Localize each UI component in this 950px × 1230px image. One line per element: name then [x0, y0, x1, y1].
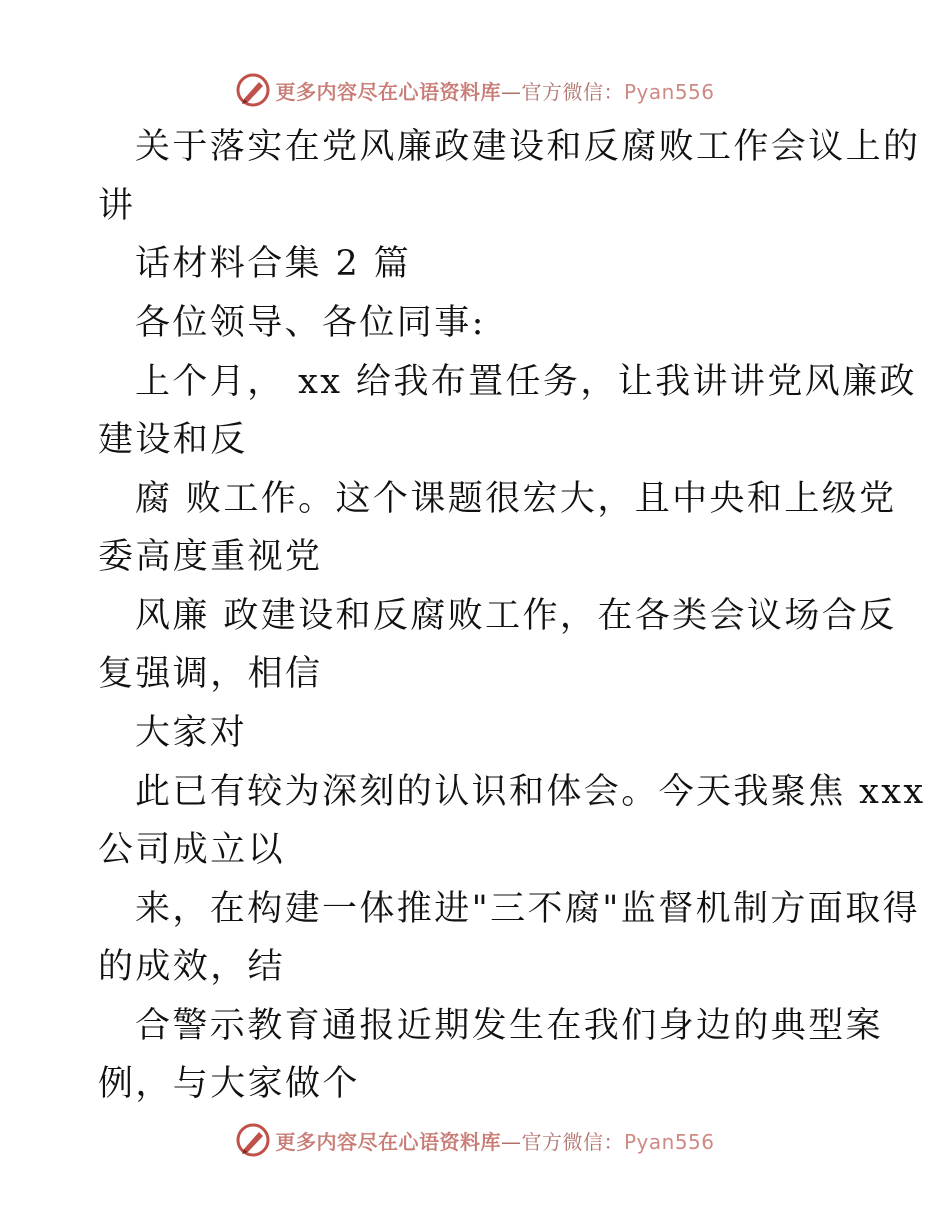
greeting-line: 各位领导、各位同事:: [135, 303, 486, 343]
header-banner: [0, 70, 950, 110]
title-line-3: 话材料合集 2 篇: [135, 244, 412, 284]
body-line-6: 建设和反: [98, 420, 248, 460]
body-line-13: 公司成立以: [98, 830, 286, 870]
body-line-12: 此已有较为深刻的认识和体会。今天我聚焦 xxx: [135, 772, 926, 812]
title-line-2: 讲: [98, 186, 136, 226]
footer-banner: [0, 1120, 950, 1160]
header-banner-text: [275, 76, 714, 105]
footer-banner-text: [275, 1126, 714, 1155]
pen-logo-icon: [235, 1122, 271, 1158]
title-line-1: 关于落实在党风廉政建设和反腐败工作会议上的: [135, 127, 921, 167]
header-banner-dash: —: [500, 79, 522, 104]
header-banner-main: 更多内容尽在心语资料库: [275, 79, 501, 104]
footer-banner-dash: —: [500, 1129, 522, 1154]
body-line-7: 腐 败工作。这个课题很宏大，且中央和上级党: [135, 479, 897, 519]
body-line-17: 例，与大家做个: [98, 1064, 360, 1104]
body-line-5: 上个月， xx 给我布置任务，让我讲讲党风廉政: [135, 362, 917, 402]
header-banner-sub: 官方微信：: [521, 79, 624, 104]
body-line-14: 来，在构建一体推进"三不腐"监督机制方面取得: [135, 889, 920, 929]
body-line-15: 的成效，结: [98, 947, 286, 987]
body-line-9: 风廉 政建设和反腐败工作，在各类会议场合反: [135, 596, 897, 636]
body-line-8: 委高度重视党: [98, 537, 323, 577]
footer-banner-handle: Pyan556: [623, 1129, 715, 1154]
footer-banner-main: 更多内容尽在心语资料库: [275, 1129, 501, 1154]
body-line-11: 大家对: [135, 713, 248, 753]
header-banner-handle: Pyan556: [623, 79, 715, 104]
body-line-10: 复强调，相信: [98, 654, 323, 694]
body-line-16: 合警示教育通报近期发生在我们身边的典型案: [135, 1006, 884, 1046]
footer-banner-sub: 官方微信：: [521, 1129, 624, 1154]
pen-logo-icon: [235, 72, 271, 108]
